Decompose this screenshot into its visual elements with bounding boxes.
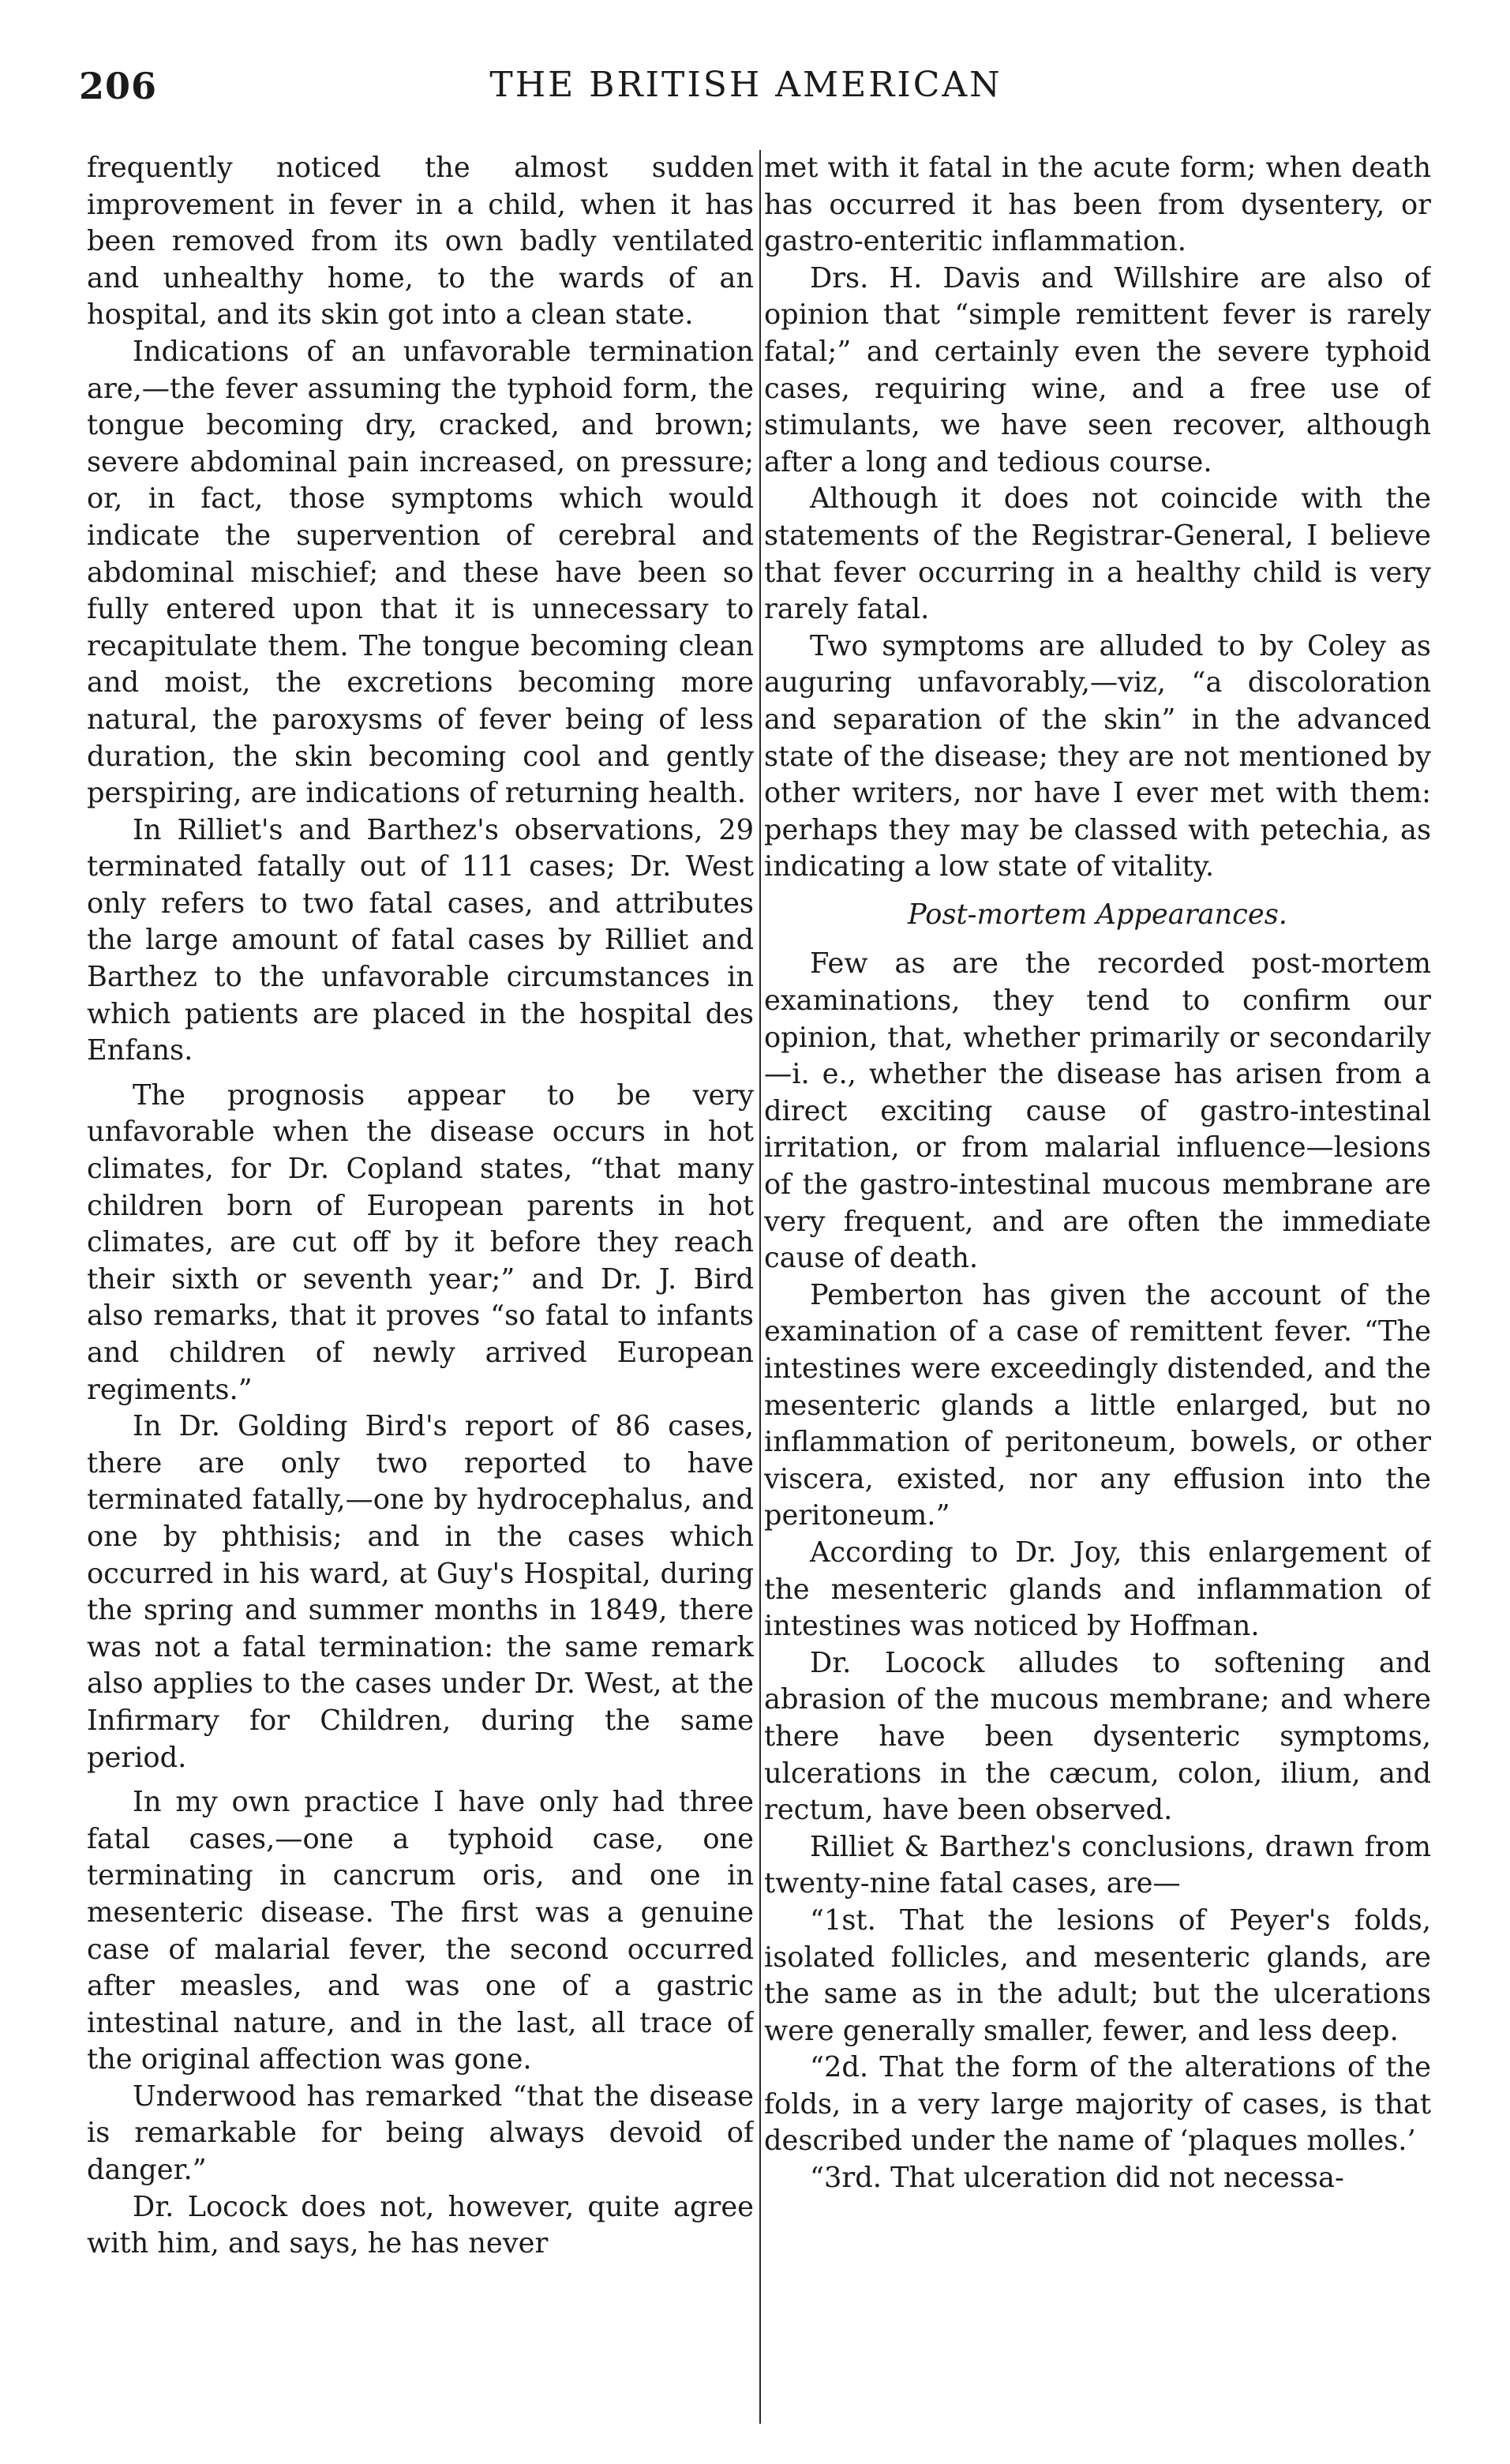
paragraph: In Rilliet's and Barthez's observations, 29 terminated fatally out of 111 cases; Dr. West only refers to two fatal cases, and attributes the large amount of fatal cases by Rilliet and Barthez to the unfavorable circumstances in which patients are placed in the hospital des Enfans. (87, 813, 754, 1067)
paragraph: Underwood has remarked “that the disease is remarkable for being always devoid of danger.” (87, 2080, 754, 2187)
right-column (764, 150, 1431, 2424)
paragraph: Dr. Locock alludes to softening and abrasion of the mucous membrane; and where there have been dysenteric symptoms, ulcerations in the cæcum, colon, ilium, and rectum, have been observed. (764, 1646, 1431, 1827)
paragraph: Dr. Locock does not, however, quite agree with him, and says, he has never (87, 2190, 754, 2260)
paragraph: Few as are the recorded post-mortem examinations, they tend to confirm our opinion, that, whether primarily or secondarily—i. e., whether the disease has arisen from a direct exciting cause of gastro-intestinal irritation, or from malarial influence—lesions of the gastro-intestinal mucous membrane are very frequent, and are often the immediate cause of death. (764, 947, 1431, 1275)
paragraph: Drs. H. Davis and Willshire are also of opinion that “simple remittent fever is rarely fatal;” and certainly even the severe typhoid cases, requiring wine, and a free use of stimulants, we have seen recover, although after a long and tedious course. (764, 261, 1431, 478)
paragraph: met with it fatal in the acute form; when death has occurred it has been from dysentery, or gastro-enteritic inflammation. (764, 152, 1431, 258)
paragraph: The prognosis appear to be very unfavorable when the disease occurs in hot climates, for Dr. Copland states, “that many children born of European parents in hot climates, are cut off by it before they reach their sixth or seventh year;” and Dr. J. Bird also remarks, that it proves “so fatal to infants and children of newly arrived European regiments.” (87, 1078, 754, 1406)
paragraph: frequently noticed the almost sudden improvement in fever in a child, when it has been removed from its own badly ventilated and unhealthy home, to the wards of an hospital, and its skin got into a clean state. (87, 152, 754, 332)
paragraph: In my own practice I have only had three fatal cases,—one a typhoid case, one terminating in cancrum oris, and one in mesenteric disease. The first was a genuine case of malarial fever, the second occurred after measles, and was one of a gastric intestinal nature, and in the last, all trace of the original affection was gone. (87, 1786, 754, 2076)
paragraph: In Dr. Golding Bird's report of 86 cases, there are only two reported to have terminated fatally,—one by hydrocephalus, and one by phthisis; and in the cases which occurred in his ward, at Guy's Hospital, during the spring and summer months in 1849, there was not a fatal termination: the same remark also applies to the cases under Dr. West, at the Infirmary for Children, during the same period. (87, 1410, 754, 1774)
paragraph: According to Dr. Joy, this enlargement of the mesenteric glands and inflammation of intestines was noticed by Hoffman. (764, 1536, 1431, 1643)
paragraph: Although it does not coincide with the statements of the Registrar-General, I believe that fever occurring in a healthy child is very rarely fatal. (764, 482, 1431, 626)
column-divider (759, 150, 761, 2424)
left-column (87, 150, 754, 2424)
page-header (79, 65, 1413, 128)
paragraph: Indications of an unfavorable termination are,—the fever assuming the typhoid form, the tongue becoming dry, cracked, and brown; severe abdominal pain increased, on pressure; or, in fact, those symptoms which would indicate the supervention of cerebral and abdominal mischief; and these have been so fully entered upon that it is unnecessary to recapitulate them. The tongue becoming clean and moist, the excretions becoming more natural, the paroxysms of fever being of less duration, the skin becoming cool and gently perspiring, are indications of returning health. (87, 335, 754, 810)
paragraph: Two symptoms are alluded to by Coley as auguring unfavorably,—viz, “a discoloration and separation of the skin” in the advanced state of the disease; they are not mentioned by other writers, nor have I ever met with them: perhaps they may be classed with petechia, as indicating a low state of vitality. (764, 629, 1431, 883)
paragraph: Pemberton has given the account of the examination of a case of remittent fever. “The intestines were exceedingly distended, and the mesenteric glands a little enlarged, but no inflammation of peritoneum, bowels, or other viscera, existed, nor any effusion into the peritoneum.” (764, 1278, 1431, 1532)
running-title: THE BRITISH AMERICAN (489, 65, 1002, 105)
paragraph: “1st. That the lesions of Peyer's folds, isolated follicles, and mesenteric glands, are the same as in the adult; but the ulcerations were generally smaller, fewer, and less deep. (764, 1903, 1431, 2047)
section-heading: Post-mortem Appearances. (908, 898, 1287, 931)
paragraph: “2d. That the form of the alterations of the folds, in a very large majority of cases, is that described under the name of ‘plaques molles.’ (764, 2051, 1431, 2158)
page-number: 206 (79, 65, 158, 107)
paragraph: “3rd. That ulceration did not necessa- (810, 2162, 1344, 2195)
paragraph: Rilliet & Barthez's conclusions, drawn from twenty-nine fatal cases, are— (764, 1830, 1431, 1900)
